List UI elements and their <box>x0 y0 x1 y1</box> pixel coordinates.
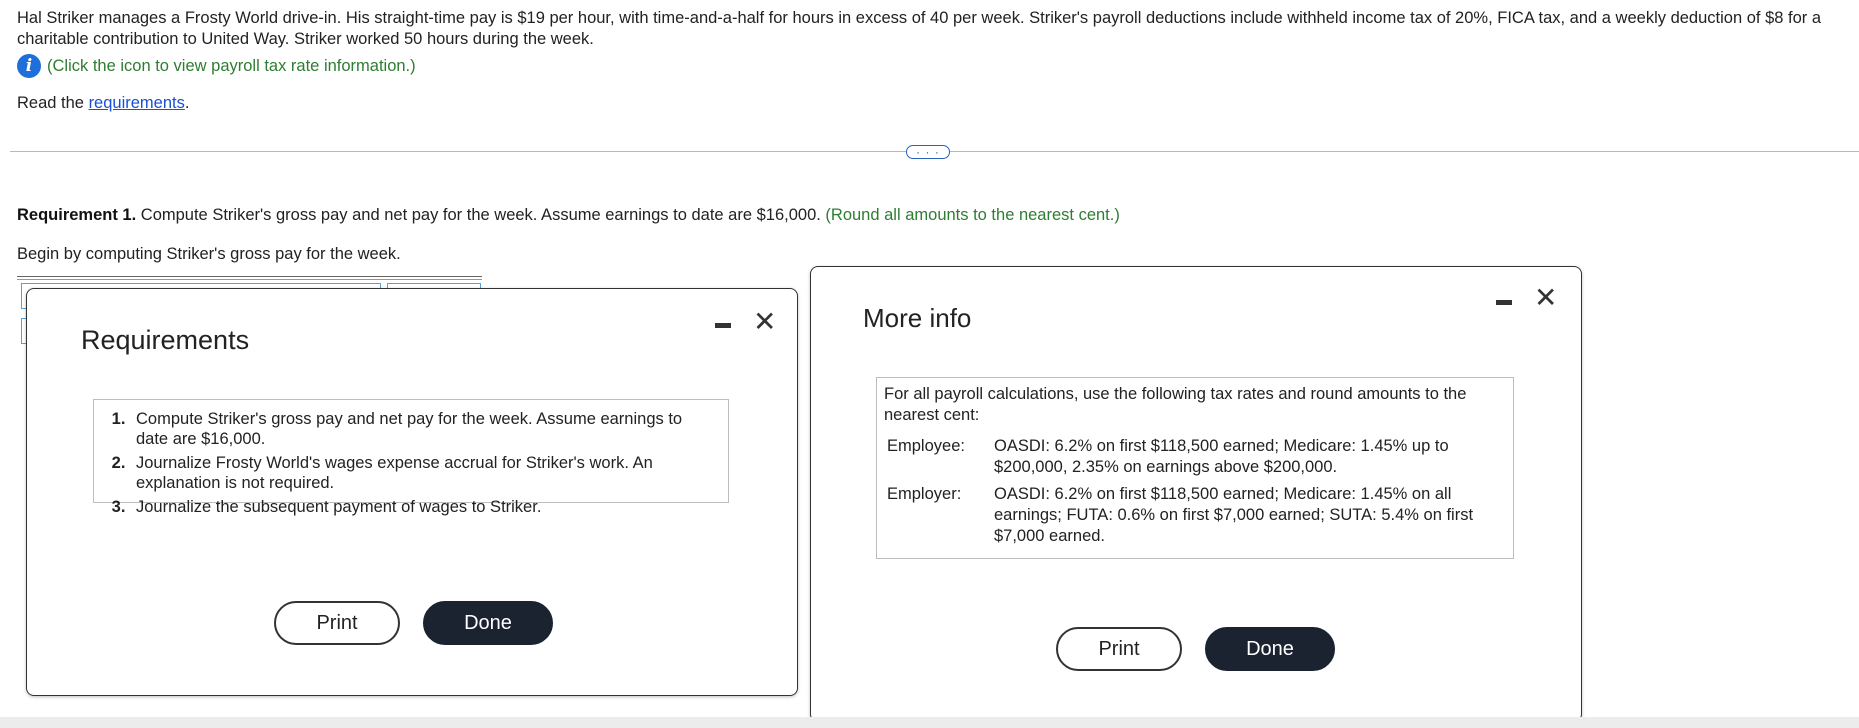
employee-label: Employee: <box>887 437 965 455</box>
begin-instruction: Begin by computing Striker's gross pay for the week. <box>17 245 401 263</box>
done-button[interactable]: Done <box>1205 627 1335 671</box>
worksheet-table-top <box>17 276 482 280</box>
employee-rates: OASDI: 6.2% on first $118,500 earned; Medicare: 1.45% up to $200,000, 2.35% on earnings above $200,000. <box>994 437 1449 476</box>
tax-rates-box <box>876 377 1514 559</box>
read-requirements <box>17 94 189 113</box>
close-icon[interactable]: ✕ <box>1534 282 1558 313</box>
problem-statement: Hal Striker manages a Frosty World drive-in. His straight-time pay is $19 per hour, with time-and-a-half for hours in excess of 40 per week. Striker's payroll deductions include withheld income tax of 20%, FICA tax, and a weekly deduction of $8 for a charitable contribution to United Way. Striker worked 50 hours during the week. <box>17 9 1822 48</box>
employer-rates-row <box>877 484 1513 547</box>
requirements-list <box>94 400 728 533</box>
tax-info-hint-text: (Click the icon to view payroll tax rate information.) <box>47 56 416 75</box>
requirements-link[interactable]: requirements <box>88 94 185 112</box>
read-prefix: Read the <box>17 94 89 112</box>
requirement-1-label: Requirement 1. <box>17 206 137 224</box>
print-button[interactable]: Print <box>1056 627 1182 671</box>
requirements-list-box <box>93 399 729 516</box>
tax-rates-intro: For all payroll calculations, use the following tax rates and round amounts to the nearest cent: <box>884 385 1467 424</box>
more-info-dialog <box>810 266 1582 722</box>
read-suffix: . <box>184 94 190 112</box>
done-button[interactable]: Done <box>423 601 553 645</box>
employer-rates: OASDI: 6.2% on first $118,500 earned; Medicare: 1.45% on all earnings; FUTA: 0.6% on first $7,000 earned; SUTA: 5.4% on first $7,000 earned. <box>994 485 1474 545</box>
requirements-dialog <box>26 288 798 696</box>
print-button[interactable]: Print <box>274 601 400 645</box>
requirement-item: 1. Compute Striker's gross pay and net pay for the week. Assume earnings to date are $16,000. <box>130 410 718 449</box>
requirement-item: 2. Journalize Frosty World's wages expense accrual for Striker's work. An explanation is not required. <box>130 454 718 493</box>
requirement-item: 3. Journalize the subsequent payment of wages to Striker. <box>130 498 718 518</box>
close-icon[interactable]: ✕ <box>753 306 777 337</box>
employee-rates-row <box>877 436 1513 478</box>
rounding-note: (Round all amounts to the nearest cent.) <box>825 206 1120 224</box>
more-info-dialog-title: More info <box>863 303 972 333</box>
requirement-1-body: Compute Striker's gross pay and net pay for the week. Assume earnings to date are $16,000. <box>136 206 826 224</box>
requirement-1-text <box>17 206 1120 225</box>
expand-more-button[interactable]: · · · <box>906 145 950 159</box>
minimize-icon[interactable] <box>1496 300 1512 305</box>
tax-info-hint <box>17 54 416 78</box>
bottom-bar <box>0 717 1859 728</box>
minimize-icon[interactable] <box>715 323 731 328</box>
info-icon[interactable]: i <box>17 54 41 78</box>
requirements-dialog-title: Requirements <box>81 325 250 355</box>
employer-label: Employer: <box>887 485 962 503</box>
